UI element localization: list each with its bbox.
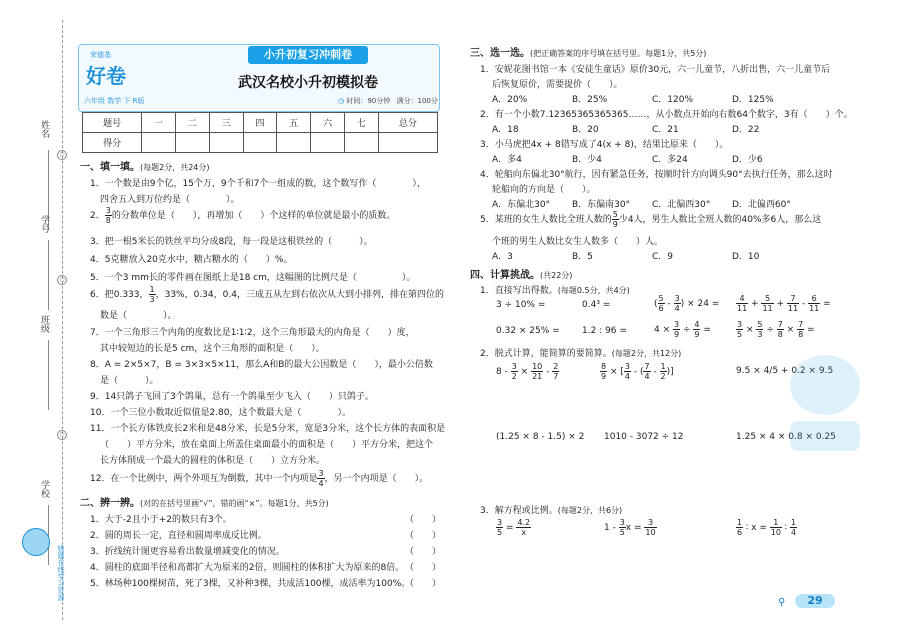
equation-1: $\frac{3}{5}$ = $\frac{4.2}{x}$ bbox=[497, 518, 531, 537]
s1-q11b: （ ）平方分米，放在桌面上所盖住桌面最小的面积是（ ）平方分米，把这个 bbox=[100, 440, 434, 450]
option[interactable]: A．东偏北30° bbox=[492, 200, 551, 210]
id-line bbox=[48, 240, 49, 310]
score-table-score-row bbox=[83, 133, 438, 153]
exam-title: 武汉名校小升初模拟卷 bbox=[238, 75, 378, 91]
option[interactable]: B．东偏南30° bbox=[572, 200, 631, 210]
score-cell: 三 bbox=[209, 113, 243, 133]
s2-paren-1[interactable]: （ ） bbox=[405, 515, 442, 525]
s2-item-1: 1．大于-2且小于+2的数只有3个。 bbox=[90, 515, 232, 525]
s1-q9: 9．14只鸽子飞回了3个鸽巢，总有一个鸽巢至少飞入（ ）只鸽子。 bbox=[90, 392, 374, 402]
s2-paren-4[interactable]: （ ） bbox=[405, 563, 442, 573]
s3-q5a: 5．某班的女生人数比全班人数的 $\frac{5}{9}$ 少4人，男生人数比全班人数的40%多6人，那么这 bbox=[480, 210, 822, 229]
s4-part2-title: 2．脱式计算，能简算的要简算。(每题2分，共12分) bbox=[480, 349, 682, 359]
student-id-label: 学号 bbox=[39, 215, 49, 233]
s2-item-4: 4．圆柱的底面半径和高都扩大为原来的2倍，则圆柱的体积扩大为原来的8倍。 bbox=[90, 563, 405, 573]
binding-hole-1: ○ bbox=[57, 150, 67, 160]
vertical-slogan: 错题在线学习资源 bbox=[57, 545, 65, 601]
option[interactable]: A．20% bbox=[492, 95, 528, 105]
series-banner: 小升初复习冲刺卷 bbox=[248, 46, 368, 64]
calc-1: 3 ÷ 10% = bbox=[496, 300, 546, 310]
expr-3: 9.5 × 4/5 + 0.2 × 9.5 bbox=[736, 366, 834, 376]
s3-q4b: 轮船向的方向是（ ）。 bbox=[492, 185, 596, 195]
s1-q7a: 7．一个三角形三个内角的度数比是1∶1∶2，这个三角形最大的内角是（ ）度， bbox=[90, 328, 415, 338]
section-4-title: 四、计算挑战。(共22分) bbox=[470, 270, 573, 281]
s1-q1b: 四舍五入到万位约是（ ）。 bbox=[100, 195, 240, 205]
fraction: $\frac{3}{4}$ bbox=[318, 469, 324, 488]
option[interactable]: C．120% bbox=[652, 95, 694, 105]
score-input-cell[interactable] bbox=[209, 133, 243, 153]
s3-q3-options bbox=[492, 152, 812, 165]
expr-6: 1.25 × 4 × 0.8 × 0.25 bbox=[736, 432, 836, 442]
option[interactable]: C．北偏西30° bbox=[652, 200, 711, 210]
score-cell: 二 bbox=[175, 113, 209, 133]
calc-7: 4 × $\frac{3}{9}$ ÷ $\frac{4}{9}$ = bbox=[654, 320, 711, 339]
binding-hole-2: ○ bbox=[57, 275, 67, 285]
s3-q1b: 后恢复原价，需要提价（ ）。 bbox=[492, 80, 623, 90]
option[interactable]: B．20 bbox=[572, 125, 599, 135]
s1-q6a: 6．把0.333， $\frac{1}{3}$ ，33%，0.34，0.4，三成五从左到右依次从大到小排列，排在第四位的 bbox=[90, 285, 444, 304]
option[interactable]: B．少4 bbox=[572, 155, 602, 165]
s3-q3: 3．小马虎把4x + 8错写成了4(x + 8)，结果比原来（ ）。 bbox=[480, 140, 729, 150]
fraction: $\frac{5}{9}$ bbox=[612, 210, 618, 229]
section-3-title: 三、选一选。(把正确答案的序号填在括号里。每题1分，共5分) bbox=[470, 48, 707, 59]
calc-8: $\frac{3}{5}$ × $\frac{5}{3}$ ÷ $\frac{7}{8}$ × $\frac{7}{8}$ = bbox=[737, 320, 815, 339]
calc-4: $\frac{4}{11}$ + $\frac{5}{11}$ + $\frac{7}{11}$ - $\frac{6}{11}$ = bbox=[737, 294, 831, 313]
binding-hole-3: ○ bbox=[57, 430, 67, 440]
time-label: 时间：90分钟 bbox=[346, 97, 391, 105]
grade-line: 六年级 数学 下 R版 bbox=[84, 97, 145, 105]
s3-q2-options bbox=[492, 122, 812, 135]
option[interactable]: D．少6 bbox=[732, 155, 763, 165]
bicycle-icon: ⚲ bbox=[778, 597, 786, 608]
s3-q2: 2．有一个小数7.12365365365365……，从小数点开始向右数64个数字，3有（ ）个。 bbox=[480, 110, 853, 120]
option[interactable]: D．10 bbox=[732, 252, 760, 262]
s2-item-3: 3．折线统计图更容易看出数量增减变化的情况。 bbox=[90, 547, 285, 557]
option[interactable]: C．21 bbox=[652, 125, 679, 135]
s1-q11a: 11．一个长方体铁皮长2米和是48分米，长是5分米，宽是3分米，这个长方体的表面积是 bbox=[90, 424, 446, 434]
fraction: $\frac{1}{3}$ bbox=[149, 285, 155, 304]
s2-paren-3[interactable]: （ ） bbox=[405, 547, 442, 557]
s1-q7b: 其中较短边的长是5 cm，这个三角形的面积是（ ）。 bbox=[100, 344, 325, 354]
score-table bbox=[82, 112, 438, 153]
s1-q1a: 1．一个数是由9个亿，15个万，9个千和7个一组成的数，这个数写作（ ）， bbox=[90, 179, 426, 189]
score-cell: 七 bbox=[345, 113, 379, 133]
s1-q4: 4．5克糖放入20克水中，糖占糖水的（ ）%。 bbox=[90, 255, 293, 265]
page-number: 29 bbox=[795, 594, 835, 608]
score-cell: 五 bbox=[277, 113, 311, 133]
option[interactable]: A．18 bbox=[492, 125, 519, 135]
score-input-cell[interactable] bbox=[378, 133, 437, 153]
s2-item-5: 5．林场种100棵树苗，死了3棵，又补种3棵，共成活100棵，成活率为100%。 bbox=[90, 579, 411, 589]
score-label: 满分：100分 bbox=[396, 97, 438, 105]
score-cell: 总分 bbox=[378, 113, 437, 133]
s2-paren-2[interactable]: （ ） bbox=[405, 531, 442, 541]
calc-3: ( $\frac{5}{6}$ - $\frac{3}{4}$ ) × 24 = bbox=[654, 294, 720, 313]
s1-q8b: 是（ ）。 bbox=[100, 376, 159, 386]
s1-q2: 2． $\frac{3}{8}$ 的分数单位是（ ），再增加（ ）个这样的单位就是最小的质数。 bbox=[90, 206, 396, 225]
score-cell: 四 bbox=[243, 113, 277, 133]
s1-q6b: 数是（ ）。 bbox=[100, 311, 177, 321]
brand-logo: 好卷 bbox=[86, 64, 126, 88]
equation-3: $\frac{1}{6}$ ∶ x = $\frac{1}{10}$ ∶ $\frac{1}{4}$ bbox=[737, 518, 797, 537]
calc-2: 0.4³ = bbox=[582, 300, 611, 310]
score-cell: 一 bbox=[142, 113, 176, 133]
class-line bbox=[48, 340, 49, 410]
option[interactable]: C．9 bbox=[652, 252, 674, 262]
score-input-cell[interactable] bbox=[277, 133, 311, 153]
s3-q5b: 个班的男生人数比女生人数多（ ）人。 bbox=[492, 237, 664, 247]
score-input-cell[interactable] bbox=[311, 133, 345, 153]
s3-q1a: 1．安妮花图书馆一本《安徒生童话》原价30元，六一儿童节，八折出售，六一儿童节后 bbox=[480, 65, 831, 75]
score-input-cell[interactable] bbox=[345, 133, 379, 153]
s4-part3-title: 3．解方程或比例。(每题2分，共6分) bbox=[480, 506, 623, 516]
s3-q5-options bbox=[492, 249, 812, 262]
section-1-title: 一、填一填。(每题2分，共24分) bbox=[80, 162, 210, 173]
calc-5: 0.32 × 25% = bbox=[496, 326, 560, 336]
expr-4: (1.25 × 8 - 1.5) × 2 bbox=[496, 432, 585, 442]
school-label: 学校 bbox=[39, 480, 49, 498]
logo-small-text: 荣德基 bbox=[90, 51, 111, 59]
s1-q8a: 8．A = 2×5×7，B = 3×3×5×11，那么A和B的最大公因数是（ ），最小公倍数 bbox=[90, 360, 433, 370]
binding-dashed-line bbox=[62, 20, 63, 620]
score-table-header-row bbox=[83, 113, 438, 133]
s2-item-2: 2．圆的周长一定，直径和圆周率成反比例。 bbox=[90, 531, 267, 541]
equation-2: 1 - $\frac{3}{5}$ x = $\frac{3}{10}$ bbox=[604, 518, 656, 537]
expr-2: $\frac{8}{9}$ × [ $\frac{3}{4}$ - ( $\frac{7}{4}$ - $\frac{1}{2}$ )] bbox=[601, 362, 674, 381]
calc-6: 1.2 : 96 = bbox=[582, 326, 627, 336]
s4-part1-title: 1．直接写出得数。(每题0.5分，共4分) bbox=[480, 286, 630, 296]
s3-q4-options bbox=[492, 197, 812, 210]
option[interactable]: D．北偏西60° bbox=[732, 200, 791, 210]
score-cell: 题号 bbox=[83, 113, 142, 133]
name-label: 姓名 bbox=[39, 120, 49, 138]
score-cell: 得分 bbox=[83, 133, 142, 153]
clock-icon: ◷ bbox=[338, 97, 345, 105]
fraction: $\frac{3}{8}$ bbox=[105, 206, 111, 225]
score-input-cell[interactable] bbox=[142, 133, 176, 153]
s1-q10: 10．一个三位小数取近似值是2.80，这个数最大是（ ）。 bbox=[90, 408, 351, 418]
option[interactable]: B．5 bbox=[572, 252, 593, 262]
s1-q5: 5．一个3 mm长的零件画在图纸上是18 cm，这幅图的比例尺是（ ）。 bbox=[90, 273, 416, 283]
s2-paren-5[interactable]: （ ） bbox=[405, 579, 442, 589]
expr-1: 8 - $\frac{3}{2}$ × $\frac{10}{21}$ - $\frac{2}{7}$ bbox=[496, 362, 559, 381]
option[interactable]: D．125% bbox=[732, 95, 774, 105]
s1-q11c: 长方体削成一个最大的圆柱的体积是（ ）立方分米。 bbox=[100, 456, 326, 466]
option[interactable]: A．多4 bbox=[492, 155, 522, 165]
expr-5: 1010 - 3072 ÷ 12 bbox=[604, 432, 684, 442]
s1-q12: 12．在一个比例中，两个外项互为倒数，其中一个内项是 $\frac{3}{4}$ ，另一个内项是（ ）。 bbox=[90, 469, 429, 488]
mascot-watermark bbox=[790, 355, 870, 465]
s3-q1-options bbox=[492, 92, 812, 105]
option[interactable]: B．25% bbox=[572, 95, 608, 105]
score-input-cell[interactable] bbox=[175, 133, 209, 153]
section-2-title: 二、辨一辨。(对的在括号里画“√”，错的画“×”。每题1分，共5分) bbox=[80, 498, 329, 509]
score-input-cell[interactable] bbox=[243, 133, 277, 153]
exam-meta bbox=[338, 96, 438, 106]
s3-q4a: 4．轮船向东偏北30°航行，因有紧急任务，按顺时针方向调头90°去执行任务，那么这时 bbox=[480, 170, 833, 180]
mascot-icon bbox=[22, 528, 50, 556]
option[interactable]: D．22 bbox=[732, 125, 760, 135]
s1-q3: 3．把一根5米长的铁丝平均分成8段，每一段是这根铁丝的（ ）。 bbox=[90, 237, 373, 247]
option[interactable]: C．多24 bbox=[652, 155, 688, 165]
option[interactable]: A．3 bbox=[492, 252, 513, 262]
class-label: 班级 bbox=[39, 315, 49, 333]
score-cell: 六 bbox=[311, 113, 345, 133]
